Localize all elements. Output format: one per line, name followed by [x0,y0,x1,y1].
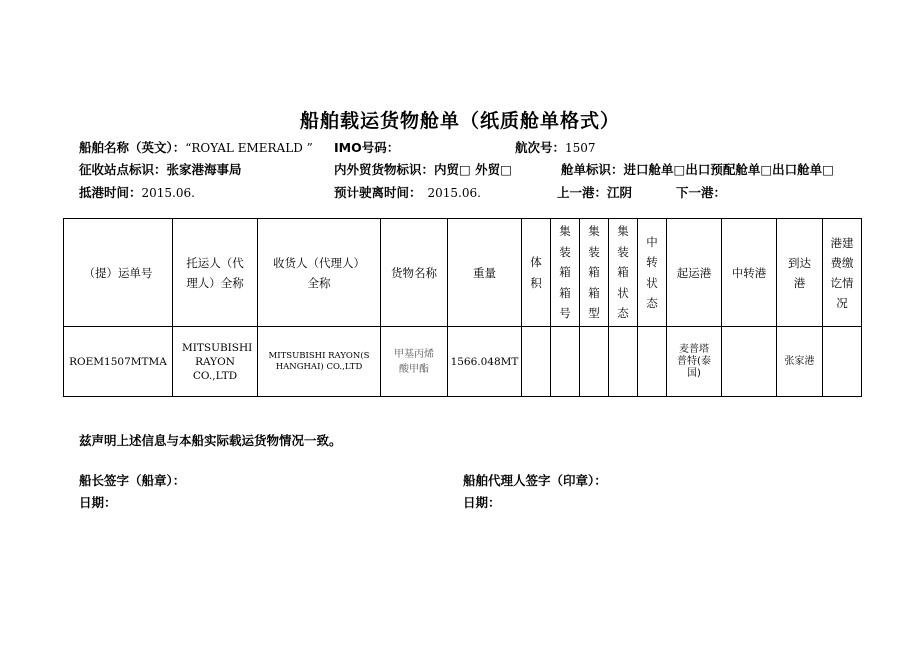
cell-container-type [580,327,609,397]
prev-port-value: 江阴 [607,185,633,200]
agent-date-label: 日期： [463,495,501,510]
voyage-field [515,138,596,156]
cell-origin-port: 麦普塔普特(泰国) [667,327,722,397]
station-value: 张家港海事局 [166,162,242,177]
departure-value: 2015.06. [427,186,481,200]
cell-bill-no: ROEM1507MTMA [64,327,173,397]
trade-value: 内贸□ 外贸□ [434,162,512,177]
cell-shipper: MITSUBISHI RAYON CO.,LTD [173,327,258,397]
arrival-value: 2015.06. [141,186,195,200]
table-header-row [64,219,862,327]
cell-consignee: MITSUBISHI RAYON(SHANGHAI) CO.,LTD [258,327,381,397]
cell-dest-port: 张家港 [777,327,823,397]
trade-label: 内外贸货物标识： [334,162,435,177]
arrival-field [79,183,195,201]
manifest-table [63,218,862,397]
cell-container-no [551,327,580,397]
col-header-container-status: 集装箱状态 [609,219,638,327]
cell-container-status [609,327,638,397]
agent-signature-label: 船舶代理人签字（印章）： [463,473,607,488]
station-label: 征收站点标识： [79,162,167,177]
manifest-type-field [561,160,834,178]
col-header-transfer-status: 中转状态 [638,219,667,327]
voyage-label: 航次号： [515,140,566,155]
imo-label: IMO号码： [334,140,400,155]
manifest-type-label: 舱单标识： [561,162,624,177]
cell-weight: 1566.048MT [448,327,522,397]
imo-field [334,138,399,156]
cell-transfer-port [722,327,777,397]
prev-port-label: 上一港： [557,185,608,200]
station-field [79,160,242,178]
col-header-volume: 体积 [522,219,551,327]
col-header-container-no: 集装箱箱号 [551,219,580,327]
table-row [64,327,862,397]
col-header-weight: 重量 [448,219,522,327]
ship-name-value: “ROYAL EMERALD ” [185,141,313,155]
col-header-consignee: 收货人（代理人）全称 [258,219,381,327]
col-header-fee-status: 港建费缴讫情况 [823,219,862,327]
col-header-origin-port: 起运港 [667,219,722,327]
next-port-label: 下一港： [676,185,727,200]
captain-signature-label: 船长签字（船章）： [79,473,186,488]
col-header-cargo-name: 货物名称 [381,219,448,327]
voyage-value: 1507 [565,141,596,155]
col-header-dest-port: 到达港 [777,219,823,327]
cell-cargo-name: 甲基丙烯酸甲酯 [381,327,448,397]
departure-label: 预计驶离时间： [334,185,422,200]
captain-date-label: 日期： [79,495,117,510]
col-header-shipper: 托运人（代理人）全称 [173,219,258,327]
arrival-label: 抵港时间： [79,185,142,200]
ship-name-label: 船舶名称（英文）： [79,140,186,155]
trade-field [334,160,512,178]
ship-name-line [79,138,313,156]
page-title: 船舶载运货物舱单（纸质舱单格式） [299,110,620,132]
prev-port-field [557,183,632,201]
cell-transfer-status [638,327,667,397]
cell-fee-status [823,327,862,397]
col-header-container-type: 集装箱箱型 [580,219,609,327]
departure-field [334,183,481,201]
declaration-text: 兹声明上述信息与本船实际载运货物情况一致。 [79,433,342,448]
cell-volume [522,327,551,397]
next-port-field [676,183,726,201]
manifest-type-value: 进口舱单□出口预配舱单□出口舱单□ [623,162,834,177]
col-header-bill-no: （提）运单号 [64,219,173,327]
col-header-transfer-port: 中转港 [722,219,777,327]
